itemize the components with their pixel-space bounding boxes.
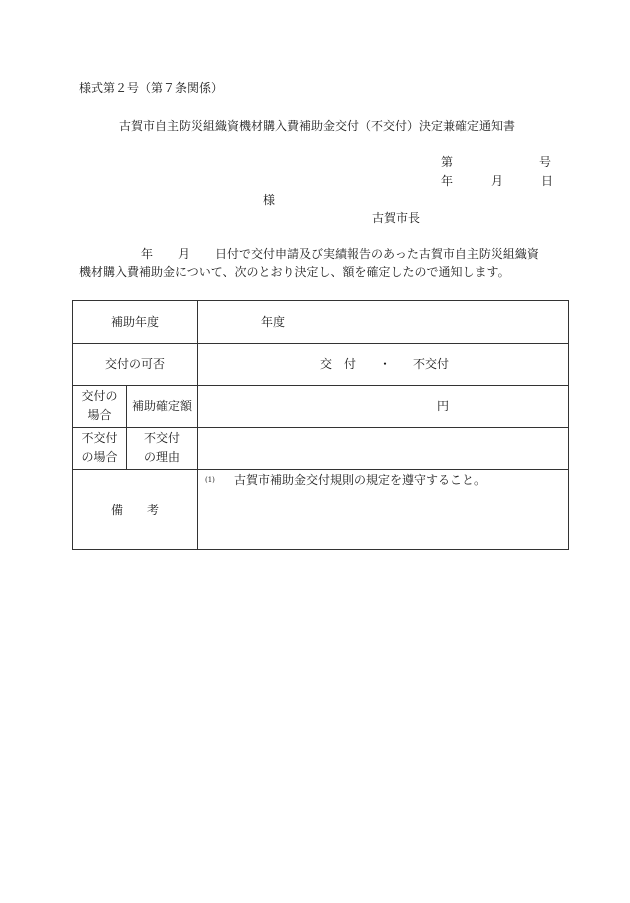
- decision-separator: ・: [379, 357, 392, 371]
- body-line-2: 機材購入費補助金について、次のとおり決定し、額を確定したので通知します。: [79, 265, 510, 279]
- form-code: 様式第２号（第７条関係）: [79, 81, 224, 95]
- grant-case-label-line-2: 場合: [87, 408, 112, 422]
- deny-case-label: [73, 429, 126, 467]
- row-divider: [73, 427, 568, 428]
- remark-marker: (1): [205, 476, 215, 484]
- decision-table: [72, 300, 569, 550]
- row-divider: [73, 343, 568, 344]
- document-number-suffix: 号: [539, 155, 552, 169]
- deny-case-label-line-1: 不交付: [81, 431, 118, 445]
- date-year-unit: 年: [441, 174, 454, 188]
- deny-reason-label-line-1: 不交付: [143, 431, 180, 445]
- decision-label: 交付の可否: [104, 357, 165, 371]
- grant-case-label: [73, 387, 126, 425]
- deny-reason-label-line-2: の理由: [143, 450, 180, 464]
- row-divider: [73, 385, 568, 386]
- issuer-name: 古賀市長: [372, 211, 421, 225]
- amount-unit: 円: [437, 399, 450, 413]
- confirmed-amount-label: 補助確定額: [131, 399, 192, 413]
- fiscal-year-label: 補助年度: [110, 315, 159, 329]
- decision-option-deny: 不交付: [413, 357, 450, 371]
- date-day-unit: 日: [541, 174, 554, 188]
- body-year-unit: 年: [141, 247, 154, 261]
- fiscal-year-value: 年度: [261, 315, 286, 329]
- column-divider: [197, 301, 198, 549]
- body-month-unit: 月: [178, 247, 191, 261]
- row-divider: [73, 469, 568, 470]
- decision-option-grant: 交 付: [320, 357, 357, 371]
- deny-reason-label: [127, 429, 197, 467]
- grant-case-label-line-1: 交付の: [81, 389, 118, 403]
- date-month-unit: 月: [491, 174, 504, 188]
- body-line-1-text: 日付で交付申請及び実績報告のあった古賀市自主防災組織資: [215, 247, 539, 261]
- remark-text: 古賀市補助金交付規則の規定を遵守すること。: [234, 473, 487, 487]
- deny-case-label-line-2: の場合: [81, 450, 118, 464]
- document-number-prefix: 第: [441, 155, 454, 169]
- addressee-honorific: 様: [263, 193, 276, 207]
- remarks-label: 備 考: [110, 503, 159, 517]
- document-title: 古賀市自主防災組織資機材購入費補助金交付（不交付）決定兼確定通知書: [119, 119, 516, 133]
